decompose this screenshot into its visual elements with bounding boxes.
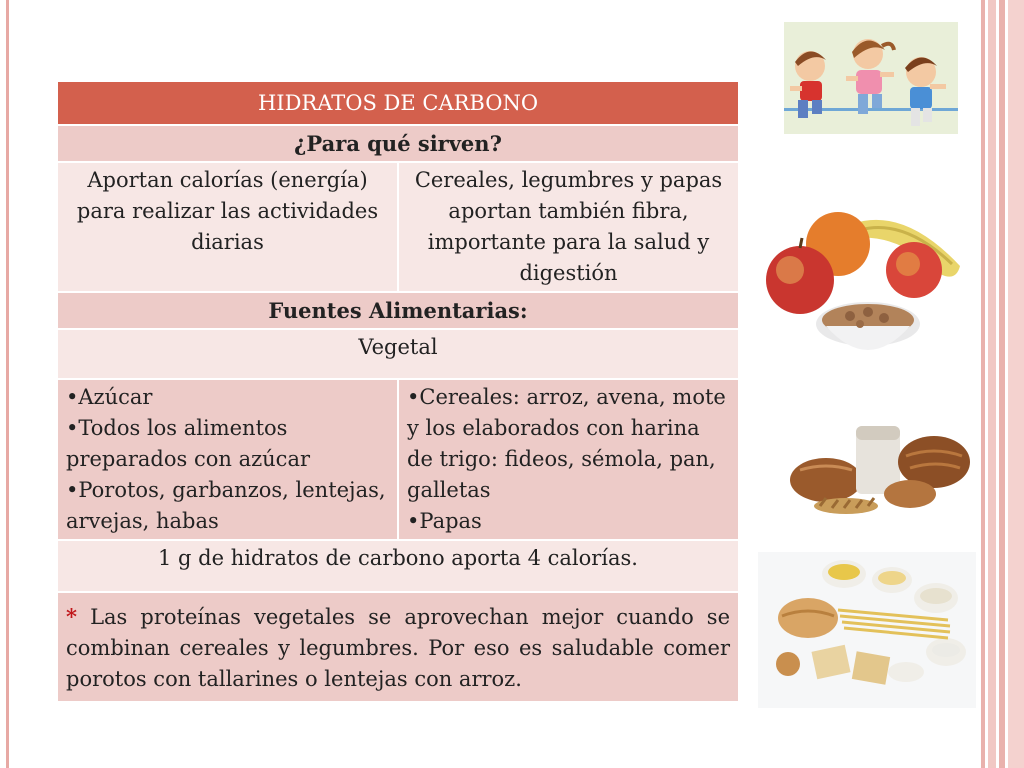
source-vegetal: Vegetal	[57, 329, 739, 379]
list-item: •Cereales: arroz, avena, mote y los elaborados con harina de trigo: fideos, sémola, pan, galletas	[407, 385, 726, 502]
children-running-illustration	[784, 22, 958, 134]
pasta-and-legumes-photo	[758, 552, 976, 708]
footnote-text: Las proteínas vegetales se aprovechan mejor cuando se combinan cereales y legumbres. Por eso es saludable comer porotos con tallarines o lentejas con arroz.	[66, 605, 731, 691]
purpose-fiber: Cereales, legumbres y papas aportan también fibra, importante para la salud y digestión	[398, 162, 739, 292]
fruit-and-cereal-photo	[764, 204, 964, 376]
purpose-energy: Aportan calorías (energía) para realizar las actividades diarias	[57, 162, 398, 292]
purpose-heading: ¿Para qué sirven?	[57, 125, 739, 162]
sources-left-list	[57, 379, 398, 540]
slide-frame-right	[981, 0, 985, 768]
slide-frame-left	[6, 0, 9, 768]
slide-frame-right	[999, 0, 1005, 768]
bread-and-grains-photo	[786, 414, 976, 524]
list-item: •Todos los alimentos preparados con azúcar	[66, 416, 311, 471]
asterisk: *	[66, 604, 77, 629]
slide-frame-right	[1008, 0, 1024, 768]
sources-right-list	[398, 379, 739, 540]
list-item: •Azúcar	[66, 385, 153, 409]
list-item: •Porotos, garbanzos, lentejas, arvejas, habas	[66, 478, 386, 533]
slide-frame-right	[988, 0, 996, 768]
footnote-cell	[57, 592, 739, 702]
calorie-note: 1 g de hidratos de carbono aporta 4 calorías.	[57, 540, 739, 592]
list-item: •Papas	[407, 509, 482, 533]
sources-heading: Fuentes Alimentarias:	[57, 292, 739, 329]
table-title: HIDRATOS DE CARBONO	[57, 81, 739, 125]
carbohydrates-table	[56, 80, 740, 703]
